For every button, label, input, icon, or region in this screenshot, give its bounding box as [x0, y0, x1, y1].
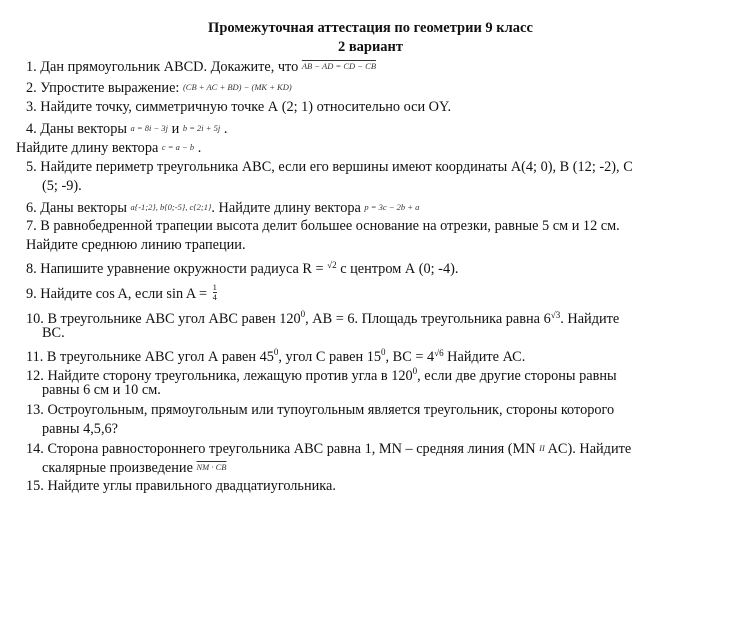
task-7-line2: Найдите среднюю линию трапеции.: [26, 237, 246, 253]
task-9-denominator: 4: [212, 292, 217, 302]
task-10-line2: ВС.: [42, 325, 65, 341]
page-title: Промежуточная аттестация по геометрии 9 класс: [208, 20, 533, 36]
variant-label: 2 вариант: [337, 39, 404, 55]
task-6-question: . Найдите длину вектора: [211, 200, 361, 216]
task-12-text-a: 12. Найдите сторону треугольника, лежащую против угла в 120: [26, 368, 413, 384]
task-4-question: Найдите длину вектора: [16, 140, 159, 156]
task-11-text-b: , угол С равен 15: [278, 349, 382, 365]
task-7-line1: 7. В равнобедренной трапеции высота делит большее основание на отрезки, равные 5 см и 12 см.: [26, 218, 620, 234]
task-10-text-b: , AB = 6. Площадь треугольника равна 6: [305, 311, 551, 327]
task-10-line1: [26, 305, 619, 328]
task-4-tail: .: [223, 121, 228, 137]
task-14-question: скалярные произведение: [42, 460, 193, 476]
task-8-text: 8. Напишите уравнение окружности радиуса R =: [26, 261, 324, 277]
task-5-line1: 5. Найдите периметр треугольника АВС, если его вершины имеют координаты А(4; 0), В (12; -2), С: [26, 159, 633, 175]
task-4-and: и: [171, 121, 180, 137]
task-6-vector-p: p = 3c − 2b + a: [364, 202, 420, 212]
task-4-vector-b: b = 2i + 5j: [182, 123, 221, 133]
task-11-text-c: , ВС = 4: [385, 349, 435, 365]
task-2-formula: (CB + AC + BD) − (MK + KD): [182, 82, 292, 92]
task-6: [26, 198, 419, 217]
task-1-text: 1. Дан прямоугольник ABCD. Докажите, что: [26, 59, 299, 75]
task-4-vector-a: a = 8i − 3j: [130, 123, 168, 133]
task-2: [26, 78, 292, 97]
task-11-degree-1: 0: [273, 347, 279, 357]
task-10-text-a: 10. В треугольнике АВС угол АВС равен 120: [26, 311, 301, 327]
task-13-line2: равны 4,5,6?: [42, 421, 119, 437]
task-4: [26, 119, 227, 138]
task-4-line2: [16, 138, 201, 157]
task-8-tail: с центром А (0; -4).: [340, 261, 459, 277]
task-11-degree-2: 0: [381, 347, 386, 357]
task-9: [26, 283, 219, 303]
task-14-formula: NM · CB: [196, 462, 227, 472]
task-3: 3. Найдите точку, симметричную точке А (2; 1) относительно оси OY.: [26, 99, 452, 115]
task-14-line1: [26, 439, 631, 458]
task-8-radius: √2: [327, 260, 337, 270]
task-9-fraction: [213, 283, 217, 302]
task-10-root: √3: [550, 310, 561, 320]
task-14-text-a: 14. Сторона равностороннего треугольника АВС равна 1, MN – средняя линия (MN: [26, 441, 536, 457]
task-1: [26, 57, 376, 76]
task-4-tail2: .: [197, 140, 202, 156]
task-6-vectors: a{-1;2}, b{0;-5}, c{2;1}: [130, 202, 212, 212]
task-8: [26, 256, 458, 278]
task-12-degree: 0: [412, 366, 418, 376]
task-4-vector-c: c = a − b: [161, 142, 195, 152]
task-4-text: 4. Даны векторы: [26, 121, 127, 137]
task-11-text-d: Найдите АС.: [443, 349, 526, 365]
task-10-degree: 0: [300, 309, 306, 319]
task-10-text-c: . Найдите: [560, 311, 620, 327]
task-9-text: 9. Найдите cos A, если sin A =: [26, 286, 208, 302]
task-11-root: √6: [434, 348, 444, 358]
task-1-formula: AB − AD = CD − CB: [301, 61, 377, 71]
task-2-text: 2. Упростите выражение:: [26, 80, 180, 96]
task-12-line2: равны 6 см и 10 см.: [42, 382, 161, 398]
task-9-numerator: 1: [212, 282, 217, 292]
task-14-line2: [42, 458, 227, 477]
task-14-parallel-sign: II: [539, 443, 545, 453]
task-15: 15. Найдите углы правильного двадцатиугольника.: [26, 478, 336, 494]
task-6-text: 6. Даны векторы: [26, 200, 127, 216]
task-14-text-b: AC). Найдите: [547, 441, 632, 457]
task-5-line2: (5; -9).: [42, 178, 82, 194]
task-11-text-a: 11. В треугольнике АВС угол А равен 45: [26, 349, 274, 365]
task-12-text-b: , если две другие стороны равны: [417, 368, 617, 384]
task-13-line1: 13. Остроугольным, прямоугольным или тупоугольным является треугольник, стороны которого: [26, 402, 615, 418]
